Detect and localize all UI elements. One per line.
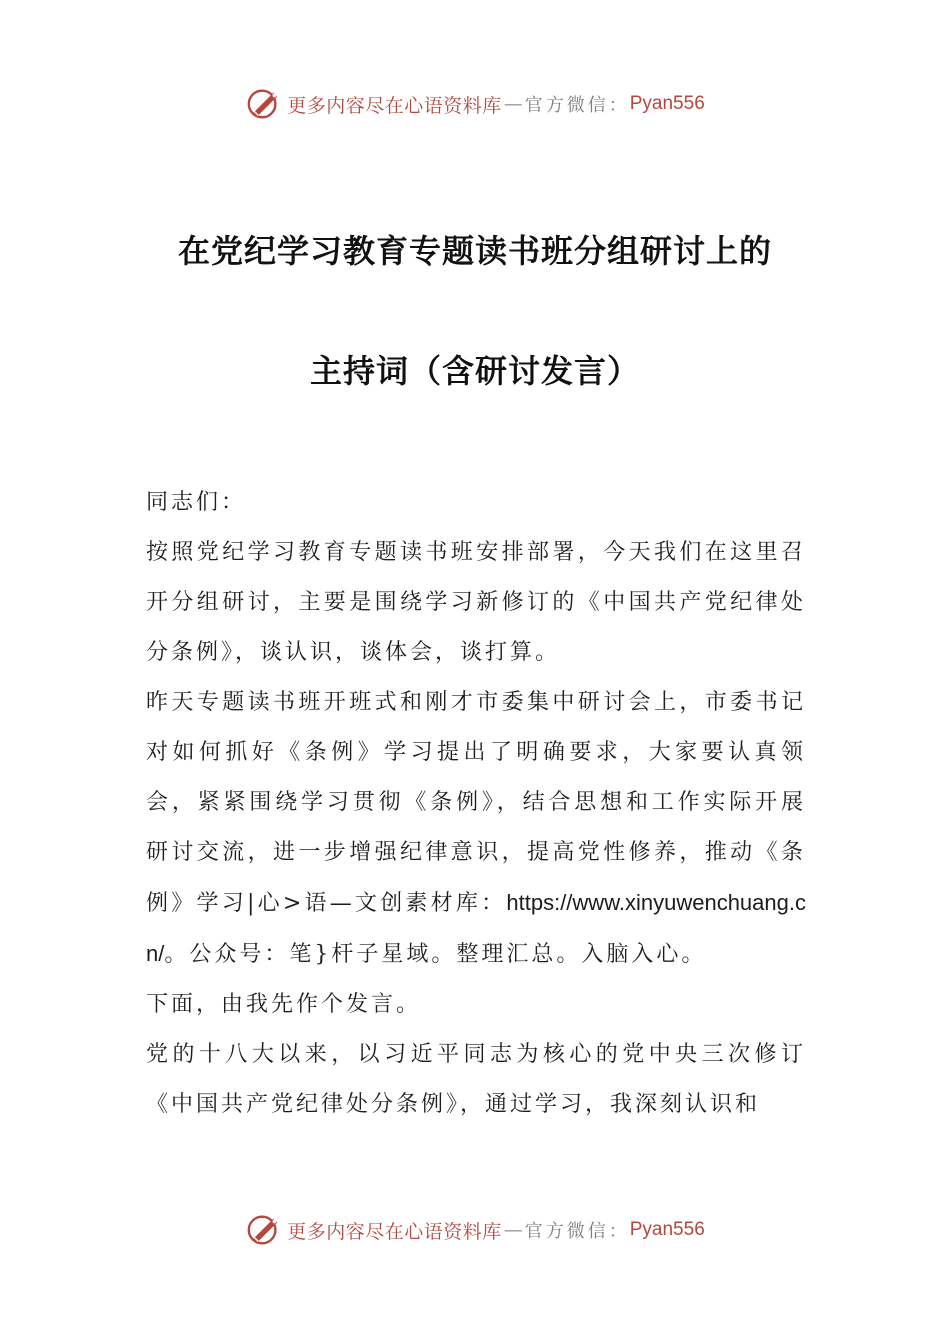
paragraph-salutation: 同志们： [146, 490, 247, 515]
footer-site-text: 更多内容尽在心语资料库 [287, 1220, 502, 1243]
paragraph-1: 按照党纪学习教育专题读书班安排部署，今天我们在这里召开分组研讨，主要是围绕学习新修订的《中国共产党纪律处分条例》，谈认识，谈体会，谈打算。 [146, 540, 806, 665]
paragraph-2-url: https://www.xinyuwenchuang.cn/ [146, 890, 806, 966]
document-body [146, 478, 806, 1130]
pen-logo-icon [245, 85, 283, 123]
footer-dash: — [503, 1219, 523, 1241]
header-banner [0, 82, 950, 126]
banner-wechat-id: Pyan556 [629, 93, 705, 114]
footer-wechat-id: Pyan556 [629, 1219, 705, 1240]
pen-logo-icon [245, 1211, 283, 1249]
paragraph-4: 党的十八大以来，以习近平同志为核心的党中央三次修订《中国共产党纪律处分条例》，通过学习，我深刻认识和 [146, 1042, 806, 1117]
paragraph-2 [146, 678, 806, 980]
document-title-line-1: 在党纪学习教育专题读书班分组研讨上的 [177, 232, 772, 270]
document-title-line-2: 主持词（含研讨发言） [309, 352, 640, 390]
paragraph-2-text: 昨天专题读书班开班式和刚才市委集中研讨会上，市委书记对如何抓好《条例》学习提出了明确要求，大家要认真领会，紧紧围绕学习贯彻《条例》，结合思想和工作实际开展研讨交流，进一步增强纪律意识，提高党性修养，推动《条例》学习|心>语—文创素材库： [146, 690, 806, 916]
footer-banner [0, 1208, 950, 1252]
paragraph-2-tail: 。公众号：笔}杆子星域。整理汇总。入脑入心。 [164, 942, 707, 967]
paragraph-3: 下面，由我先作个发言。 [146, 992, 422, 1017]
banner-site-text: 更多内容尽在心语资料库 [287, 94, 502, 117]
banner-dash: — [503, 93, 523, 115]
footer-label: 官方微信： [524, 1221, 630, 1242]
banner-label: 官方微信： [524, 95, 630, 116]
